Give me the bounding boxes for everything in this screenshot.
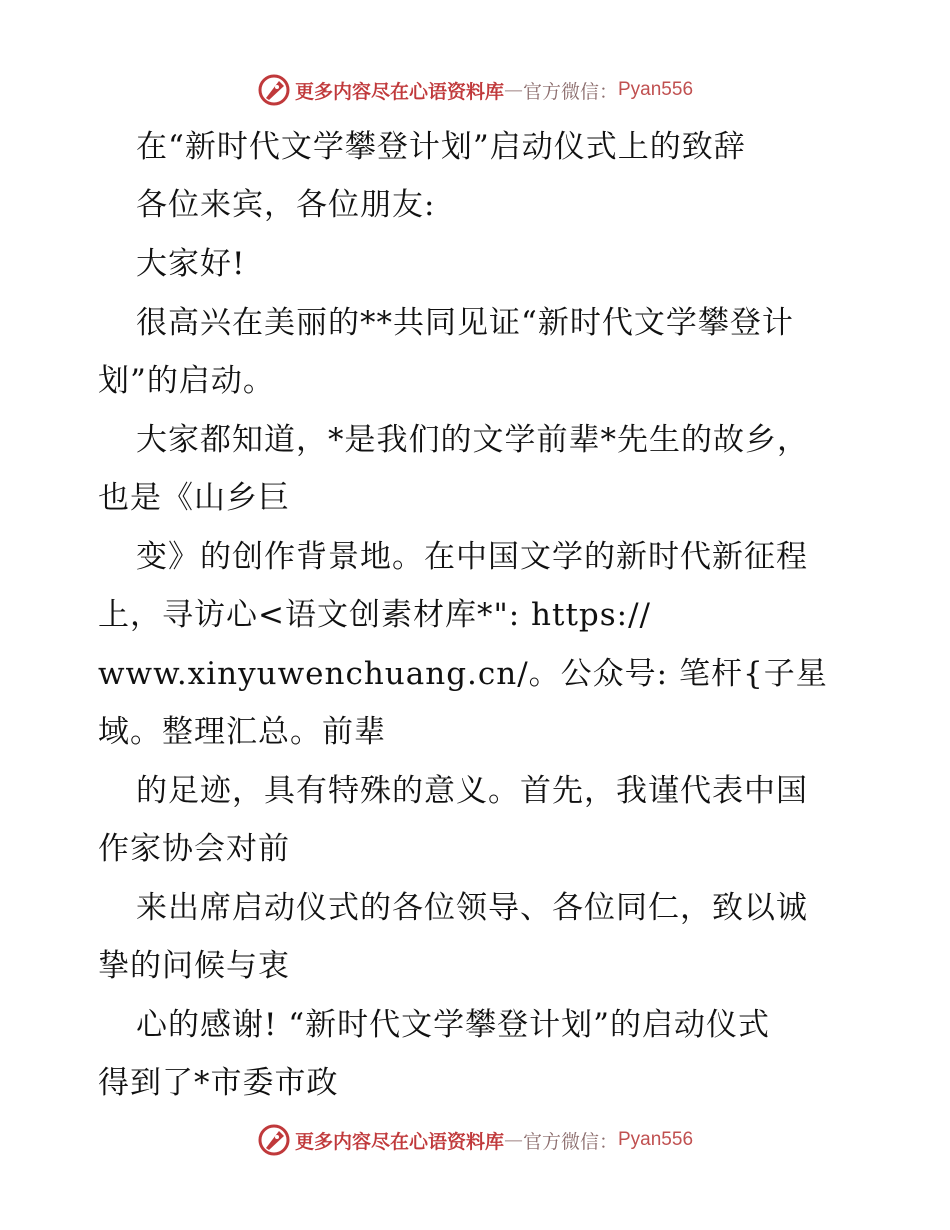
banner-wechat-id: Pyan556 <box>618 1129 694 1150</box>
banner-main-text: 更多内容尽在心语资料库 <box>294 80 504 103</box>
text-line: www.xinyuwenchuang.cn/。公众号: 笔杆{子星 <box>98 656 828 692</box>
banner-wechat-label: 官方微信： <box>522 1130 618 1153</box>
text-line: 变》的创作背景地。在中国文学的新时代新征程 <box>136 539 808 575</box>
banner-wechat-id: Pyan556 <box>618 79 694 100</box>
text-line: 也是《山乡巨 <box>98 480 290 516</box>
text-line: 大家都知道，*是我们的文学前辈*先生的故乡， <box>136 422 809 458</box>
banner-dash: — <box>503 79 523 101</box>
banner-dash: — <box>503 1129 523 1151</box>
pen-nib-icon <box>257 73 291 107</box>
text-line: 挚的问候与衷 <box>98 948 290 984</box>
pen-nib-icon <box>257 1123 291 1157</box>
banner-main-text: 更多内容尽在心语资料库 <box>294 1130 504 1153</box>
header-banner <box>0 70 950 110</box>
text-line: 心的感谢! “新时代文学攀登计划”的启动仪式 <box>136 1007 771 1043</box>
text-line: 大家好! <box>136 246 246 282</box>
text-line: 各位来宾，各位朋友: <box>136 187 436 223</box>
text-line: 上，寻访心<语文创素材库*": https:// <box>98 597 651 633</box>
document-title: 在“新时代文学攀登计划”启动仪式上的致辞 <box>136 129 746 165</box>
banner-wechat-label: 官方微信： <box>522 80 618 103</box>
text-line: 来出席启动仪式的各位领导、各位同仁，致以诚 <box>136 890 808 926</box>
text-line: 很高兴在美丽的**共同见证“新时代文学攀登计 <box>136 305 794 341</box>
text-line: 划”的启动。 <box>98 363 275 399</box>
text-line: 作家协会对前 <box>98 831 290 867</box>
text-line: 得到了*市委市政 <box>98 1065 339 1101</box>
text-line: 域。整理汇总。前辈 <box>98 714 386 750</box>
text-line: 的足迹，具有特殊的意义。首先，我谨代表中国 <box>136 773 808 809</box>
footer-banner <box>0 1120 950 1160</box>
